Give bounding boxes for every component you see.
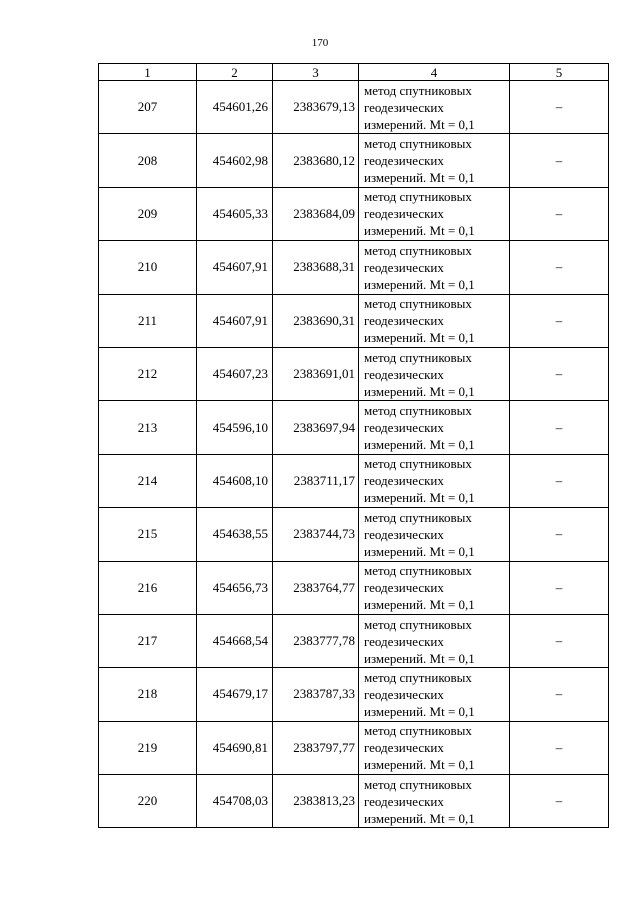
dash-cell: – xyxy=(510,454,609,507)
table-row xyxy=(99,668,609,721)
method-line-2: геодезических xyxy=(364,366,444,382)
method-line-2: геодезических xyxy=(364,259,444,275)
point-number-cell: 210 xyxy=(99,241,197,294)
table-row xyxy=(99,721,609,774)
point-number-cell: 216 xyxy=(99,561,197,614)
method-line-1: метод спутниковых xyxy=(364,136,472,152)
table-row xyxy=(99,134,609,187)
dash-cell: – xyxy=(510,401,609,454)
method-cell xyxy=(359,241,510,294)
method-line-2: геодезических xyxy=(364,740,444,756)
x-coordinate-cell: 454679,17 xyxy=(197,668,273,721)
method-cell xyxy=(359,134,510,187)
header-col-5: 5 xyxy=(510,64,609,81)
method-cell xyxy=(359,721,510,774)
method-line-3: измерений. Mt = 0,1 xyxy=(364,650,475,666)
method-line-1: метод спутниковых xyxy=(364,723,472,739)
page-number: 170 xyxy=(311,37,329,49)
point-number-cell: 208 xyxy=(99,134,197,187)
dash-cell: – xyxy=(510,561,609,614)
method-line-3: измерений. Mt = 0,1 xyxy=(364,703,475,719)
method-line-1: метод спутниковых xyxy=(364,616,472,632)
dash-cell: – xyxy=(510,614,609,667)
method-cell xyxy=(359,401,510,454)
method-cell xyxy=(359,294,510,347)
x-coordinate-cell: 454690,81 xyxy=(197,721,273,774)
point-number-cell: 219 xyxy=(99,721,197,774)
method-line-3: измерений. Mt = 0,1 xyxy=(364,543,475,559)
method-line-3: измерений. Mt = 0,1 xyxy=(364,757,475,773)
point-number-cell: 217 xyxy=(99,614,197,667)
method-line-3: измерений. Mt = 0,1 xyxy=(364,223,475,239)
method-cell xyxy=(359,81,510,134)
method-line-3: измерений. Mt = 0,1 xyxy=(364,810,475,826)
dash-cell: – xyxy=(510,668,609,721)
x-coordinate-cell: 454607,91 xyxy=(197,294,273,347)
method-line-1: метод спутниковых xyxy=(364,669,472,685)
table-row xyxy=(99,294,609,347)
method-line-2: геодезических xyxy=(364,633,444,649)
method-line-3: измерений. Mt = 0,1 xyxy=(364,383,475,399)
x-coordinate-cell: 454596,10 xyxy=(197,401,273,454)
method-line-2: геодезических xyxy=(364,686,444,702)
point-number-cell: 211 xyxy=(99,294,197,347)
dash-cell: – xyxy=(510,721,609,774)
method-line-1: метод спутниковых xyxy=(364,189,472,205)
x-coordinate-cell: 454668,54 xyxy=(197,614,273,667)
method-line-1: метод спутниковых xyxy=(364,403,472,419)
y-coordinate-cell: 2383744,73 xyxy=(273,508,359,561)
table-row xyxy=(99,347,609,400)
point-number-cell: 209 xyxy=(99,187,197,240)
header-row xyxy=(99,64,609,81)
method-line-3: измерений. Mt = 0,1 xyxy=(364,490,475,506)
method-line-1: метод спутниковых xyxy=(364,776,472,792)
method-cell xyxy=(359,668,510,721)
y-coordinate-cell: 2383764,77 xyxy=(273,561,359,614)
dash-cell: – xyxy=(510,294,609,347)
point-number-cell: 213 xyxy=(99,401,197,454)
dash-cell: – xyxy=(510,81,609,134)
point-number-cell: 207 xyxy=(99,81,197,134)
method-line-1: метод спутниковых xyxy=(364,509,472,525)
method-cell xyxy=(359,614,510,667)
table-row xyxy=(99,561,609,614)
x-coordinate-cell: 454638,55 xyxy=(197,508,273,561)
x-coordinate-cell: 454608,10 xyxy=(197,454,273,507)
coordinates-table-body xyxy=(99,64,609,828)
y-coordinate-cell: 2383797,77 xyxy=(273,721,359,774)
method-cell xyxy=(359,561,510,614)
y-coordinate-cell: 2383684,09 xyxy=(273,187,359,240)
dash-cell: – xyxy=(510,775,609,828)
dash-cell: – xyxy=(510,187,609,240)
method-cell xyxy=(359,347,510,400)
method-line-2: геодезических xyxy=(364,206,444,222)
point-number-cell: 218 xyxy=(99,668,197,721)
y-coordinate-cell: 2383787,33 xyxy=(273,668,359,721)
point-number-cell: 214 xyxy=(99,454,197,507)
method-line-1: метод спутниковых xyxy=(364,563,472,579)
method-line-1: метод спутниковых xyxy=(364,82,472,98)
table-row xyxy=(99,454,609,507)
y-coordinate-cell: 2383777,78 xyxy=(273,614,359,667)
y-coordinate-cell: 2383680,12 xyxy=(273,134,359,187)
method-line-2: геодезических xyxy=(364,473,444,489)
method-line-3: измерений. Mt = 0,1 xyxy=(364,437,475,453)
y-coordinate-cell: 2383688,31 xyxy=(273,241,359,294)
method-line-2: геодезических xyxy=(364,580,444,596)
y-coordinate-cell: 2383711,17 xyxy=(273,454,359,507)
x-coordinate-cell: 454605,33 xyxy=(197,187,273,240)
table-row xyxy=(99,81,609,134)
method-line-2: геодезических xyxy=(364,420,444,436)
x-coordinate-cell: 454602,98 xyxy=(197,134,273,187)
method-line-1: метод спутниковых xyxy=(364,349,472,365)
point-number-cell: 215 xyxy=(99,508,197,561)
method-line-3: измерений. Mt = 0,1 xyxy=(364,276,475,292)
method-line-2: геодезических xyxy=(364,526,444,542)
y-coordinate-cell: 2383697,94 xyxy=(273,401,359,454)
point-number-cell: 220 xyxy=(99,775,197,828)
method-line-1: метод спутниковых xyxy=(364,296,472,312)
header-col-2: 2 xyxy=(197,64,273,81)
header-col-3: 3 xyxy=(273,64,359,81)
dash-cell: – xyxy=(510,134,609,187)
method-line-3: измерений. Mt = 0,1 xyxy=(364,116,475,132)
y-coordinate-cell: 2383679,13 xyxy=(273,81,359,134)
method-cell xyxy=(359,508,510,561)
dash-cell: – xyxy=(510,508,609,561)
coordinates-table xyxy=(98,63,609,828)
method-line-1: метод спутниковых xyxy=(364,456,472,472)
method-cell xyxy=(359,775,510,828)
x-coordinate-cell: 454607,23 xyxy=(197,347,273,400)
x-coordinate-cell: 454607,91 xyxy=(197,241,273,294)
method-line-3: измерений. Mt = 0,1 xyxy=(364,170,475,186)
method-line-3: измерений. Mt = 0,1 xyxy=(364,597,475,613)
x-coordinate-cell: 454601,26 xyxy=(197,81,273,134)
method-line-2: геодезических xyxy=(364,793,444,809)
method-line-2: геодезических xyxy=(364,153,444,169)
method-cell xyxy=(359,187,510,240)
method-cell xyxy=(359,454,510,507)
method-line-2: геодезических xyxy=(364,99,444,115)
dash-cell: – xyxy=(510,241,609,294)
table-row xyxy=(99,775,609,828)
table-row xyxy=(99,614,609,667)
point-number-cell: 212 xyxy=(99,347,197,400)
method-line-1: метод спутниковых xyxy=(364,242,472,258)
x-coordinate-cell: 454656,73 xyxy=(197,561,273,614)
table-row xyxy=(99,401,609,454)
header-col-1: 1 xyxy=(99,64,197,81)
table-row xyxy=(99,241,609,294)
table-row xyxy=(99,187,609,240)
table-row xyxy=(99,508,609,561)
y-coordinate-cell: 2383690,31 xyxy=(273,294,359,347)
y-coordinate-cell: 2383691,01 xyxy=(273,347,359,400)
header-col-4: 4 xyxy=(359,64,510,81)
dash-cell: – xyxy=(510,347,609,400)
x-coordinate-cell: 454708,03 xyxy=(197,775,273,828)
y-coordinate-cell: 2383813,23 xyxy=(273,775,359,828)
method-line-3: измерений. Mt = 0,1 xyxy=(364,330,475,346)
method-line-2: геодезических xyxy=(364,313,444,329)
